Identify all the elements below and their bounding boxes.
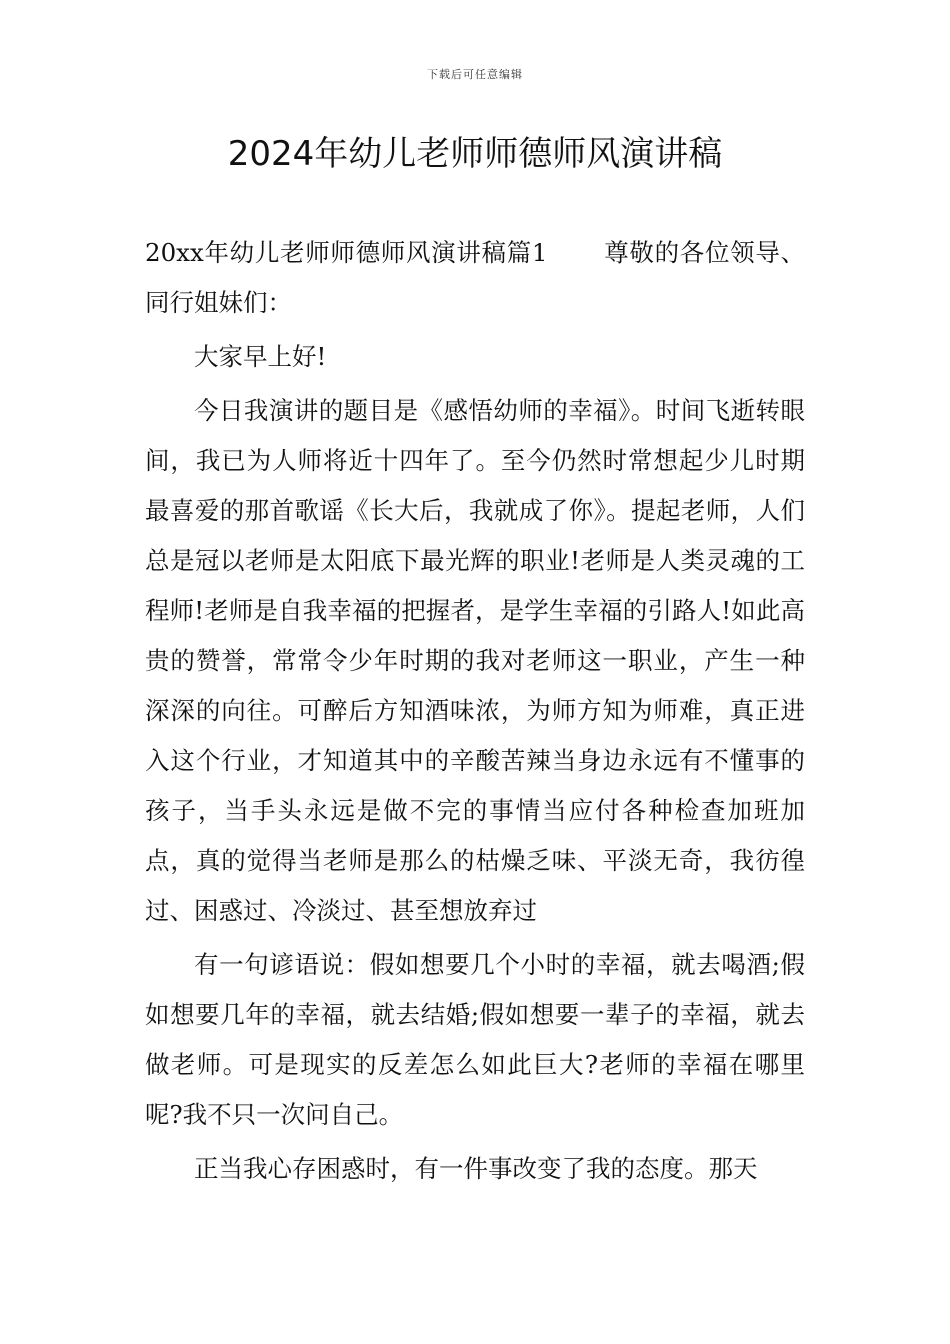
paragraph: 有一句谚语说：假如想要几个小时的幸福，就去喝酒;假如想要几年的幸福，就去结婚;假如想要一辈子的幸福，就去做老师。可是现实的反差怎么如此巨大?老师的幸福在哪里呢?我不只一次问自己。: [145, 950, 805, 1129]
salutation: 尊敬的各位领导、同行姐妹们：: [145, 238, 806, 317]
paragraph: 正当我心存困惑时，有一件事改变了我的态度。那天: [194, 1154, 758, 1183]
page-title: 2024年幼儿老师师德师风演讲稿: [227, 134, 723, 174]
paragraph: 今日我演讲的题目是《感悟幼师的幸福》。时间飞逝转眼间，我已为人师将近十四年了。至今仍然时常想起少儿时期最喜爱的那首歌谣《长大后，我就成了你》。提起老师，人们总是冠以老师是太阳底下最光辉的职业!老师是人类灵魂的工程师!老师是自我幸福的把握者，是学生幸福的引路人!如此高贵的赞誉，常常令少年时期的我对老师这一职业，产生一种深深的向往。可醉后方知酒味浓，为师方知为师难，真正进入这个行业，才知道其中的辛酸苦辣当身边永远有不懂事的孩子，当手头永远是做不完的事情当应付各种检查加班加点，真的觉得当老师是那么的枯燥乏味、平淡无奇，我彷徨过、困惑过、冷淡过、甚至想放弃过: [145, 396, 805, 925]
intro-heading: 20xx年幼儿老师师德师风演讲稿篇1: [145, 238, 548, 267]
intro-line: [145, 228, 805, 328]
header-note: 下载后可任意编辑: [427, 68, 523, 81]
document-body: [145, 228, 805, 1198]
greeting: 大家早上好!: [194, 342, 327, 371]
